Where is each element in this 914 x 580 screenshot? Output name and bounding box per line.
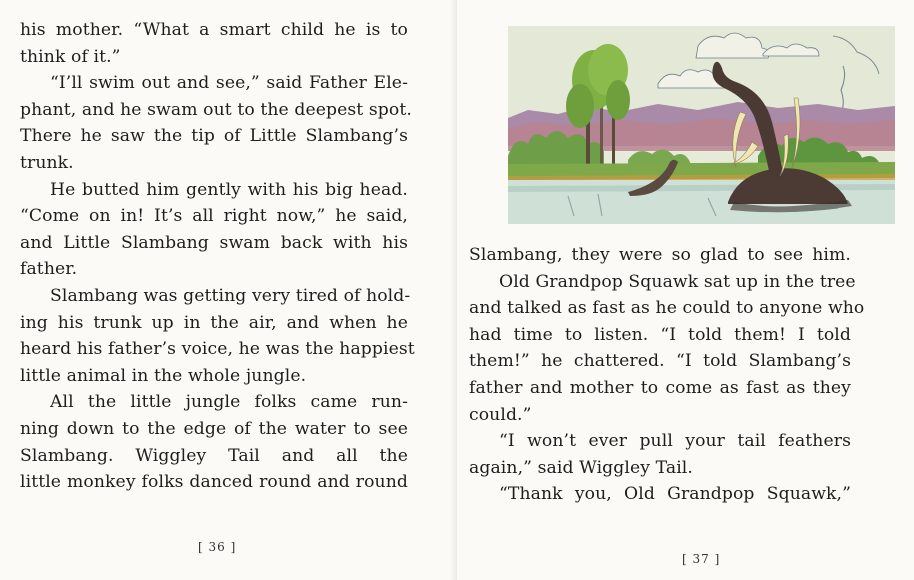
page-number-left: [ 36 ] bbox=[198, 540, 237, 554]
text-line: phant, and he swam out to the deepest spot. bbox=[20, 99, 412, 120]
text-line: heard his father’s voice, he was the happiest bbox=[20, 339, 415, 360]
text-line: ning down to the edge of the water to see bbox=[20, 418, 408, 439]
text-line: had time to listen. “I told them! I told bbox=[469, 324, 851, 345]
text-line: them!” he chattered. “I told Slambang’s bbox=[469, 351, 851, 372]
text-line: Old Grandpop Squawk sat up in the tree bbox=[499, 271, 856, 292]
right-page bbox=[457, 0, 914, 580]
left-page-text bbox=[20, 17, 415, 496]
elephant-in-water-illustration bbox=[508, 26, 895, 224]
text-line: think of it.” bbox=[20, 46, 121, 67]
right-page-text bbox=[469, 242, 865, 508]
text-line: his mother. “What a smart child he is to bbox=[20, 20, 408, 40]
text-line: ing his trunk up in the air, and when he bbox=[20, 312, 408, 333]
text-line: and Little Slambang swam back with his bbox=[20, 232, 408, 253]
text-line: There he saw the tip of Little Slambang’s bbox=[20, 126, 408, 147]
text-line: He butted him gently with his big head. bbox=[50, 179, 408, 200]
text-line: Slambang, they were so glad to see him. bbox=[469, 245, 851, 265]
text-line: “Come on in! It’s all right now,” he said, bbox=[20, 206, 408, 227]
text-line: trunk. bbox=[20, 152, 74, 173]
text-line: “I won’t ever pull your tail feathers bbox=[499, 431, 851, 452]
text-line: again,” said Wiggley Tail. bbox=[469, 457, 693, 478]
text-line: little monkey folks danced round and round bbox=[20, 472, 408, 493]
text-line: could.” bbox=[469, 404, 532, 425]
text-line: Slambang. Wiggley Tail and all the bbox=[20, 445, 408, 466]
text-line: All the little jungle folks came run- bbox=[50, 392, 408, 413]
text-line: “I’ll swim out and see,” said Father Ele- bbox=[50, 73, 408, 94]
text-line: father. bbox=[20, 259, 78, 280]
text-line: Slambang was getting very tired of hold- bbox=[50, 285, 411, 306]
text-line: father and mother to come as fast as they bbox=[469, 377, 851, 398]
text-line: “Thank you, Old Grandpop Squawk,” bbox=[499, 484, 851, 505]
page-number-right: [ 37 ] bbox=[682, 552, 721, 566]
text-line: little animal in the whole jungle. bbox=[20, 365, 307, 386]
text-line: and talked as fast as he could to anyone who bbox=[469, 298, 865, 319]
